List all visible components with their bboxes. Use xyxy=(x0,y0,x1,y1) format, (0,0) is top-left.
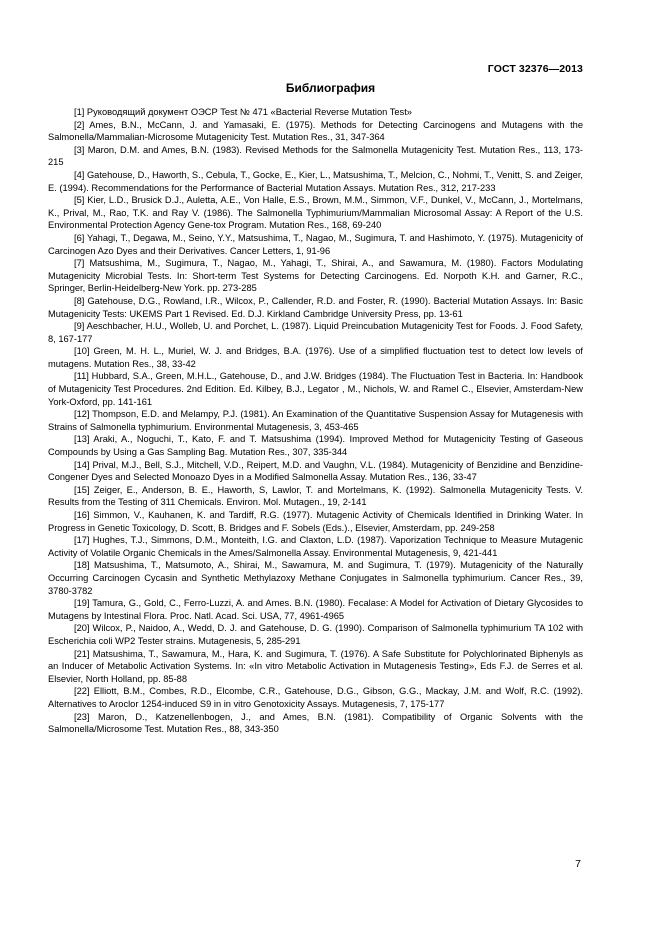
page-number: 7 xyxy=(575,858,581,870)
bibliography-entry: [6] Yahagi, T., Degawa, M., Seino, Y.Y., Matsushima, T., Nagao, M., Sugimura, T. and Hashimoto, Y. (1975). Mutagenicity of Carcinogen Azo Dyes and their Derivatives. Cancer Letters, 1, 91-96 xyxy=(48,232,583,256)
bibliography-entry: [15] Zeiger, E., Anderson, B. E., Haworth, S, Lawlor, T. and Mortelmans, K. (1992). Salmonella Mutagenicity Tests. V. Results from the Testing of 311 Chemicals. Environ. Mol. Mutagen., 19, 2-141 xyxy=(48,484,583,508)
standard-code: ГОСТ 32376—2013 xyxy=(487,63,583,75)
bibliography-entry: [7] Matsushima, M., Sugimura, T., Nagao, M., Yahagi, T., Shirai, A., and Sawamura, M. (1980). Factors Modulating Mutagenicity Microbial Tests. In: Short-term Test Systems for Detecting Carcinogens. Ed. Norpoth K.H. and Garner, R.C., Springer, Berlin-Heidelberg-New York. pp. 273-285 xyxy=(48,258,583,294)
bibliography-entry: [4] Gatehouse, D., Haworth, S., Cebula, T., Gocke, E., Kier, L., Matsushima, T., Melcion, C., Nohmi, T., Venitt, S. and Zeiger, E. (1994). Recommendations for the Performance of Bacterial Mutation Assays. Mutation Res., 312, 217-233 xyxy=(48,169,583,193)
bibliography-entry: [16] Simmon, V., Kauhanen, K. and Tardiff, R.G. (1977). Mutagenic Activity of Chemicals Identified in Drinking Water. In Progress in Genetic Toxicology, D. Scott, B. Bridges and F. Sobels (Eds.)., Elsevier, Amsterdam, pp. 249-258 xyxy=(48,510,583,533)
bibliography-entry: [19] Tamura, G., Gold, C., Ferro-Luzzi, A. and Ames. B.N. (1980). Fecalase: A Model for Activation of Dietary Glycosides to Mutagens by Intestinal Flora. Proc. Natl. Acad. Sci. USA, 77, 4961-4965 xyxy=(48,598,583,621)
bibliography-entry: [12] Thompson, E.D. and Melampy, P.J. (1981). An Examination of the Quantitative Suspension Assay for Mutagenesis with Strains of Salmonella typhimurium. Environmental Mutagenesis, 3, 453-465 xyxy=(48,409,583,432)
bibliography-entry: [8] Gatehouse, D.G., Rowland, I.R., Wilcox, P., Callender, R.D. and Foster, R. (1990). Bacterial Mutation Assays. In: Basic Mutagenicity Tests: UKEMS Part 1 Revised. Ed. D.J. Kirkland Cambridge University Press, pp. 13-61 xyxy=(48,295,583,319)
bibliography-entry: [23] Maron, D., Katzenellenbogen, J., and Ames, B.N. (1981). Compatibility of Organic Solvents with the Salmonella/Microsome Test. Mutation Res., 88, 343-350 xyxy=(48,711,583,735)
bibliography-entry: [10] Green, M. H. L., Muriel, W. J. and Bridges, B.A. (1976). Use of a simplified fluctuation test to detect low levels of mutagens. Mutation Res., 38, 33-42 xyxy=(48,346,583,369)
page-title: Библиография xyxy=(285,81,376,95)
bibliography-entry: [22] Elliott, B.M., Combes, R.D., Elcombe, C.R., Gatehouse, D.G., Gibson, G.G., Mackay, J.M. and Wolf, R.C. (1992). Alternatives to Aroclor 1254-induced S9 in in vitro Genotoxicity Assays. Mutagenesis, 7, 175-177 xyxy=(48,686,583,709)
bibliography-entry: [21] Matsushima, T., Sawamura, M., Hara, K. and Sugimura, T. (1976). A Safe Substitute for Polychlorinated Biphenyls as an Inducer of Metabolic Activation Systems. In: «In vitro Metabolic Activation in Mutagenesis Testing», Eds F.J. de Serres et al. Elsevier, North Holland, pp. 85-88 xyxy=(48,648,583,684)
bibliography-entry: [17] Hughes, T.J., Simmons, D.M., Monteith, I.G. and Claxton, L.D. (1987). Vaporization Technique to Measure Mutagenic Activity of Volatile Organic Chemicals in the Ames/Salmonella Assay. Environmental Mutagenesis, 9, 421-441 xyxy=(48,535,583,558)
bibliography-entry: [2] Ames, B.N., McCann, J. and Yamasaki, E. (1975). Methods for Detecting Carcinogens and Mutagens with the Salmonella/Mammalian-Microsome Mutagenicity Test. Mutation Res., 31, 347-364 xyxy=(48,119,583,143)
bibliography-entry: [18] Matsushima, T., Matsumoto, A., Shirai, M., Sawamura, M. and Sugimura, T. (1979). Mutagenicity of the Naturally Occurring Carcinogen Cycasin and Synthetic Methylazoxy Methane Conjugates in Salmonella typhimurium. Cancer Res., 39, 3780-3782 xyxy=(48,560,583,596)
bibliography-entry: [14] Prival, M.J., Bell, S.J., Mitchell, V.D., Reipert, M.D. and Vaughn, V.L. (1984). Mutagenicity of Benzidine and Benzidine-Congener Dyes and Selected Monoazo Dyes in a Modified Salmonella Assay. Mutation Res., 136, 33-47 xyxy=(48,459,583,483)
bibliography-entry: [5] Kier, L.D., Brusick D.J., Auletta, A.E., Von Halle, E.S., Brown, M.M., Simmon, V.F., Dunkel, V., McCann, J., Mortelmans, K., Prival, M., Rao, T.K. and Ray V. (1986). The Salmonella Typhimurium/Mammalian Microsomal Assay: A Report of the U.S. Environmental Protection Agency Gene-tox Program. Mutation Res., 168, 69-240 xyxy=(48,195,583,231)
bibliography-list xyxy=(48,106,583,736)
bibliography-entry: [11] Hubbard, S.A., Green, M.H.L., Gatehouse, D., and J.W. Bridges (1984). The Fluctuation Test in Bacteria. In: Handbook of Mutagenicity Test Procedures. 2nd Edition. Ed. Kilbey, B.J., Legator , M., Nichols, W. and Ramel C., Elsevier, Amsterdam-New York-Oxford, pp. 141-161 xyxy=(48,371,583,407)
bibliography-entry: [1] Руководящий документ ОЭСР Test № 471 «Bacterial Reverse Mutation Test» xyxy=(74,107,412,117)
bibliography-entry: [3] Maron, D.M. and Ames, B.N. (1983). Revised Methods for the Salmonella Mutagenicity Test. Mutation Res., 113, 173-215 xyxy=(48,144,583,168)
bibliography-entry: [9] Aeschbacher, H.U., Wolleb, U. and Porchet, L. (1987). Liquid Preincubation Mutagenicity Test for Foods. J. Food Safety, 8, 167-177 xyxy=(48,321,583,344)
bibliography-entry: [20] Wilcox, P., Naidoo, A., Wedd, D. J. and Gatehouse, D. G. (1990). Comparison of Salmonella typhimurium TA 102 with Escherichia coli WP2 Tester strains. Mutagenesis, 5, 285-291 xyxy=(48,623,583,646)
bibliography-entry: [13] Araki, A., Noguchi, T., Kato, F. and T. Matsushima (1994). Improved Method for Mutagenicity Testing of Gaseous Compounds by Using a Gas Sampling Bag. Mutation Res., 307, 335-344 xyxy=(48,434,583,458)
